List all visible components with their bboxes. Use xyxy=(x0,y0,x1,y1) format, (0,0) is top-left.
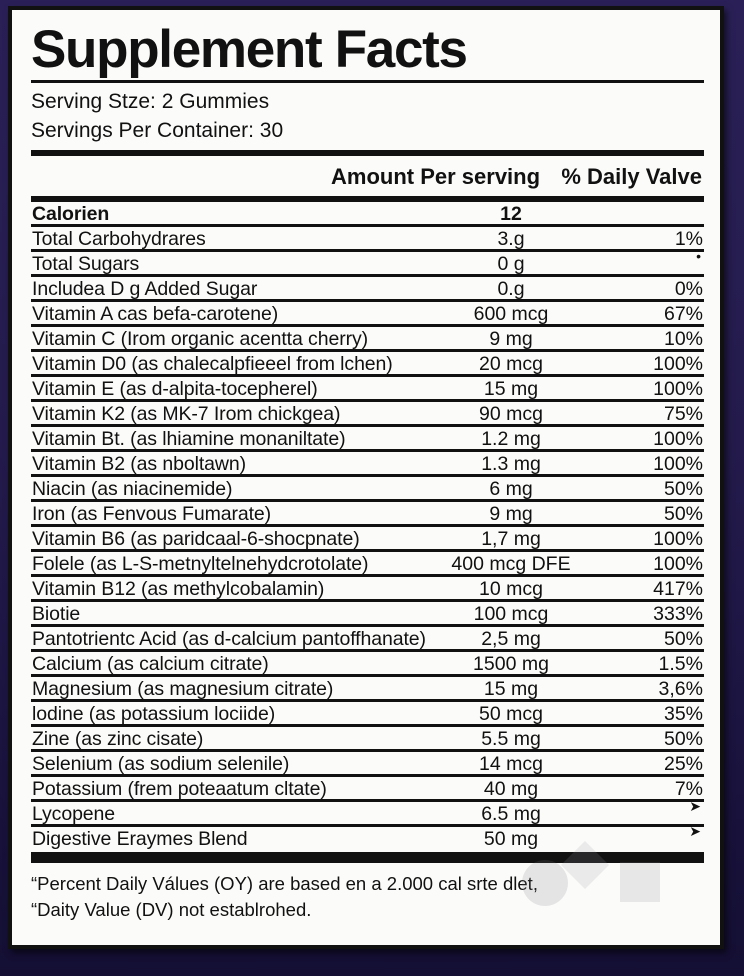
nutrient-name: Lycopene xyxy=(32,802,116,825)
nutrient-name: Vitamin B6 (as paridcaal-6-shocpnate) xyxy=(32,527,360,550)
table-row xyxy=(31,677,704,702)
table-row xyxy=(31,352,704,377)
nutrient-daily-value: 75% xyxy=(663,402,703,425)
nutrient-daily-value: 50% xyxy=(663,477,703,500)
nutrient-daily-value: 1% xyxy=(674,227,703,250)
table-row xyxy=(31,602,704,627)
nutrient-amount: 2,5 mg xyxy=(481,627,541,650)
nutrient-amount: 90 mcg xyxy=(479,402,543,425)
nutrient-amount: 12 xyxy=(500,202,522,225)
table-row xyxy=(31,377,704,402)
table-row xyxy=(31,227,704,252)
amount-per-serving-header: Amount Per serving xyxy=(331,163,541,189)
nutrient-table xyxy=(31,202,704,852)
nutrient-daily-value: 100% xyxy=(653,352,703,375)
nutrient-daily-value: ➤ xyxy=(689,797,701,814)
nutrient-name: lodine (as potassium lociide) xyxy=(32,702,276,725)
servings-per-container: Servings Per Container: 30 xyxy=(31,118,284,142)
nutrient-daily-value: 1.5% xyxy=(658,652,703,675)
supplement-facts-panel xyxy=(8,6,724,949)
nutrient-name: Selenium (as sodium selenile) xyxy=(32,752,290,775)
table-row xyxy=(31,402,704,427)
table-row xyxy=(31,302,704,327)
table-row xyxy=(31,277,704,302)
nutrient-amount: 14 mcg xyxy=(479,752,543,775)
nutrient-amount: 600 mcg xyxy=(473,302,549,325)
table-row xyxy=(31,247,704,277)
nutrient-daily-value: 50% xyxy=(663,727,703,750)
table-row xyxy=(31,797,704,827)
nutrient-name: Digestive Eraymes Blend xyxy=(32,827,248,850)
nutrient-amount: 1500 mg xyxy=(473,652,549,675)
table-row xyxy=(31,727,704,752)
nutrient-name: Vitamin D0 (as chalecalpfieeel from lchen) xyxy=(32,352,393,375)
nutrient-amount: 6.5 mg xyxy=(481,802,541,825)
nutrient-amount: 40 mg xyxy=(483,777,539,800)
nutrient-amount: 0.g xyxy=(497,277,525,300)
nutrient-name: Vitamin K2 (as MK-7 Irom chickgea) xyxy=(32,402,341,425)
nutrient-daily-value: 35% xyxy=(663,702,703,725)
table-bottom-divider xyxy=(31,852,704,863)
nutrient-name: Total Sugars xyxy=(32,252,140,275)
nutrient-daily-value: 100% xyxy=(653,427,703,450)
nutrient-amount: 100 mcg xyxy=(473,602,549,625)
nutrient-amount: 1.3 mg xyxy=(481,452,541,475)
table-row xyxy=(31,327,704,352)
nutrient-name: Includea D g Added Sugar xyxy=(32,277,258,300)
nutrient-daily-value: 50% xyxy=(663,502,703,525)
table-row xyxy=(31,527,704,552)
table-row xyxy=(31,202,704,227)
nutrient-amount: 15 mg xyxy=(483,677,539,700)
nutrient-daily-value: 100% xyxy=(653,527,703,550)
table-row xyxy=(31,427,704,452)
footnote-line: “Daity Value (DV) not establrohed. xyxy=(31,899,312,921)
nutrient-amount: 50 mg xyxy=(483,827,539,850)
nutrient-daily-value: 25% xyxy=(663,752,703,775)
serving-size: Serving Stze: 2 Gummies xyxy=(31,90,270,113)
nutrient-name: Vitamin B12 (as methylcobalamin) xyxy=(32,577,325,600)
table-row xyxy=(31,702,704,727)
nutrient-amount: 5.5 mg xyxy=(481,727,541,750)
nutrient-amount: 0 g xyxy=(497,252,525,275)
nutrient-name: Magnesium (as magnesium citrate) xyxy=(32,677,334,700)
nutrient-amount: 400 mcg DFE xyxy=(451,552,571,575)
table-row xyxy=(31,577,704,602)
daily-value-header: % Daily Valve xyxy=(561,163,702,189)
footnote-line: “Percent Daily Válues (OY) are based en a 2.000 cal srte dlet, xyxy=(31,872,538,894)
nutrient-name: Vitamin B2 (as nboltawn) xyxy=(32,452,247,475)
table-row xyxy=(31,652,704,677)
nutrient-daily-value: 67% xyxy=(663,302,703,325)
table-row xyxy=(31,552,704,577)
nutrient-amount: 3.g xyxy=(497,227,525,250)
nutrient-amount: 10 mcg xyxy=(479,577,543,600)
footnotes xyxy=(31,871,706,924)
column-headers xyxy=(31,156,704,196)
nutrient-daily-value: 333% xyxy=(653,602,703,625)
table-row xyxy=(31,627,704,652)
nutrient-name: Iron (as Fenvous Fumarate) xyxy=(32,502,272,525)
nutrient-amount: 9 mg xyxy=(489,502,533,525)
table-row xyxy=(31,752,704,777)
nutrient-name: Niacin (as niacinemide) xyxy=(32,477,233,500)
nutrient-amount: 1.2 mg xyxy=(481,427,541,450)
nutrient-name: Vitamin Bt. (as lhiamine monaniltate) xyxy=(32,427,346,450)
nutrient-amount: 15 mg xyxy=(483,377,539,400)
nutrient-name: Folele (as L-S-metnyltelnehydcrotolate) xyxy=(32,552,369,575)
nutrient-amount: 6 mg xyxy=(489,477,533,500)
nutrient-name: Pantotrientc Acid (as d-calcium pantoffhanate) xyxy=(32,627,426,650)
nutrient-name: Total Carbohydrares xyxy=(32,227,206,250)
nutrient-amount: 50 mcg xyxy=(479,702,543,725)
nutrient-daily-value: • xyxy=(696,247,701,264)
nutrient-name: Vitamin E (as d-alpita-tocepherel) xyxy=(32,377,318,400)
nutrient-daily-value: ➤ xyxy=(689,822,701,839)
table-row xyxy=(31,477,704,502)
nutrient-daily-value: 100% xyxy=(653,552,703,575)
nutrient-name: Vitamin A cas befa-carotene) xyxy=(32,302,279,325)
nutrient-daily-value: 0% xyxy=(674,277,703,300)
nutrient-name: Calcium (as calcium citrate) xyxy=(32,652,269,675)
title-divider xyxy=(31,80,704,83)
nutrient-name: Calorien xyxy=(32,202,110,225)
nutrient-daily-value: 50% xyxy=(663,627,703,650)
page-title: Supplement Facts xyxy=(31,20,467,79)
nutrient-amount: 9 mg xyxy=(489,327,533,350)
nutrient-daily-value: 100% xyxy=(653,452,703,475)
table-row xyxy=(31,822,704,852)
nutrient-amount: 1,7 mg xyxy=(481,527,541,550)
nutrient-name: Vitamin C (Irom organic acentta cherry) xyxy=(32,327,369,350)
nutrient-daily-value: 7% xyxy=(674,777,703,800)
nutrient-name: Biotie xyxy=(32,602,81,625)
table-row xyxy=(31,777,704,802)
nutrient-daily-value: 10% xyxy=(663,327,703,350)
nutrient-amount: 20 mcg xyxy=(479,352,543,375)
table-row xyxy=(31,502,704,527)
nutrient-daily-value: 417% xyxy=(653,577,703,600)
table-row xyxy=(31,452,704,477)
nutrient-name: Potassium (frem poteaatum cltate) xyxy=(32,777,327,800)
nutrient-daily-value: 3,6% xyxy=(658,677,703,700)
serving-info xyxy=(31,88,706,146)
nutrient-name: Zine (as zinc cisate) xyxy=(32,727,204,750)
nutrient-daily-value: 100% xyxy=(653,377,703,400)
